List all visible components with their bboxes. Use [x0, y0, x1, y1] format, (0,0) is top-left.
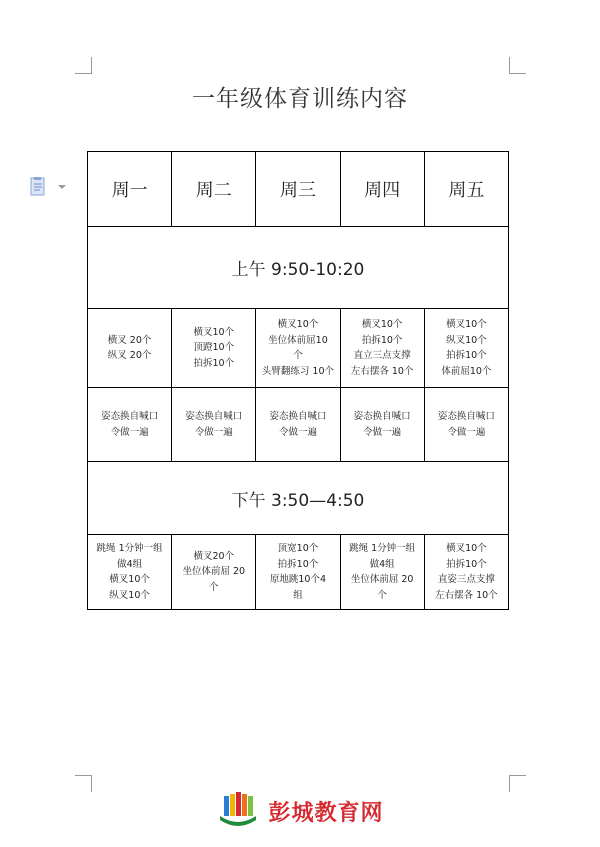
cell-line: 横叉10个 [446, 319, 487, 330]
cell-line: 左右摆各 10个 [350, 365, 414, 377]
weekday-header: 周一 [88, 152, 172, 227]
training-cell [340, 535, 424, 610]
training-cell [256, 309, 340, 388]
training-cell [340, 309, 424, 388]
cell-line: 个 [209, 581, 219, 593]
cell-line: 纵叉10个 [109, 589, 150, 601]
cell-line: 姿态换自喊口 [269, 411, 327, 422]
weekday-header: 周三 [256, 152, 340, 227]
site-brand [0, 790, 600, 832]
page-corner-mark [75, 57, 92, 74]
cell-line: 令做一遍 [363, 426, 402, 438]
morning-session-row [88, 227, 509, 309]
brand-name: 彭城教育网 [268, 800, 384, 826]
cell-line: 姿态换自喊口 [101, 411, 159, 422]
cell-line: 做4组 [369, 558, 395, 570]
cell-line: 坐位体前屈10 [268, 334, 328, 346]
table-row [88, 388, 509, 462]
weekday-header: 周二 [172, 152, 256, 227]
cell-line: 令做一遍 [194, 426, 233, 438]
training-cell [172, 535, 256, 610]
cell-line: 姿态换自喊口 [353, 411, 411, 422]
cell-line: 直姿三点支撑 [437, 574, 495, 585]
page-title: 一年级体育训练内容 [192, 86, 408, 112]
cell-line: 体前屈10个 [441, 365, 492, 377]
cell-line: 令做一遍 [110, 426, 149, 438]
cell-line: 跳绳 1分钟一组 [349, 543, 416, 554]
cell-line: 令做一遍 [278, 426, 317, 438]
cell-line: 令做一遍 [447, 426, 486, 438]
cell-line: 个 [293, 350, 303, 361]
afternoon-session-label: 下午 3:50—4:50 [88, 462, 509, 535]
cell-line: 跳绳 1分钟一组 [96, 543, 163, 554]
cell-line: 横叉10个 [109, 574, 150, 585]
training-cell [424, 535, 508, 610]
morning-session-label: 上午 9:50-10:20 [88, 227, 509, 309]
table-row [88, 309, 509, 388]
cell-line: 顶宽10个 [277, 543, 319, 554]
weekday-header: 周四 [340, 152, 424, 227]
cell-line: 左右摆各 10个 [435, 589, 498, 601]
cell-line: 纵叉 20个 [107, 350, 152, 361]
training-cell [172, 388, 256, 462]
training-cell [88, 388, 172, 462]
cell-line: 横叉20个 [193, 550, 235, 562]
book-logo-icon [216, 790, 260, 832]
cell-line: 原地跳10个4 [269, 574, 327, 585]
page-corner-mark [509, 57, 526, 74]
training-cell [424, 388, 508, 462]
cell-line: 横叉10个 [277, 319, 319, 330]
cell-line: 拍拆10个 [277, 558, 319, 570]
cell-line: 做4组 [117, 558, 143, 570]
cell-line: 横叉10个 [361, 319, 403, 330]
schedule-table [87, 151, 509, 610]
paste-options-icon[interactable] [30, 177, 70, 197]
training-cell [256, 535, 340, 610]
cell-line: 纵叉10个 [446, 334, 487, 346]
weekday-header-row [88, 152, 509, 227]
cell-line: 坐位体前屈 20 [182, 566, 246, 578]
table-row [88, 535, 509, 610]
cell-line: 直立三点支撑 [353, 350, 411, 361]
training-cell [88, 309, 172, 388]
training-cell [88, 535, 172, 610]
cell-line: 拍拆10个 [361, 334, 403, 346]
cell-line: 坐位体前屈 20 [350, 574, 414, 585]
cell-line: 顶蹬10个 [193, 342, 235, 354]
cell-line: 拍拆10个 [446, 350, 487, 361]
cell-line: 组 [293, 589, 303, 601]
cell-line: 姿态换自喊口 [185, 411, 243, 422]
cell-line: 横叉10个 [193, 326, 235, 338]
training-cell [172, 309, 256, 388]
cell-line: 个 [377, 589, 387, 601]
training-cell [256, 388, 340, 462]
weekday-header: 周五 [424, 152, 508, 227]
cell-line: 头臂翻练习 10个 [261, 365, 335, 377]
cell-line: 横叉10个 [446, 543, 487, 554]
training-cell [424, 309, 508, 388]
afternoon-session-row [88, 462, 509, 535]
cell-line: 横叉 20个 [107, 334, 152, 346]
cell-line: 拍拆10个 [193, 357, 235, 369]
cell-line: 拍拆10个 [446, 558, 487, 570]
training-cell [340, 388, 424, 462]
cell-line: 姿态换自喊口 [437, 411, 495, 422]
